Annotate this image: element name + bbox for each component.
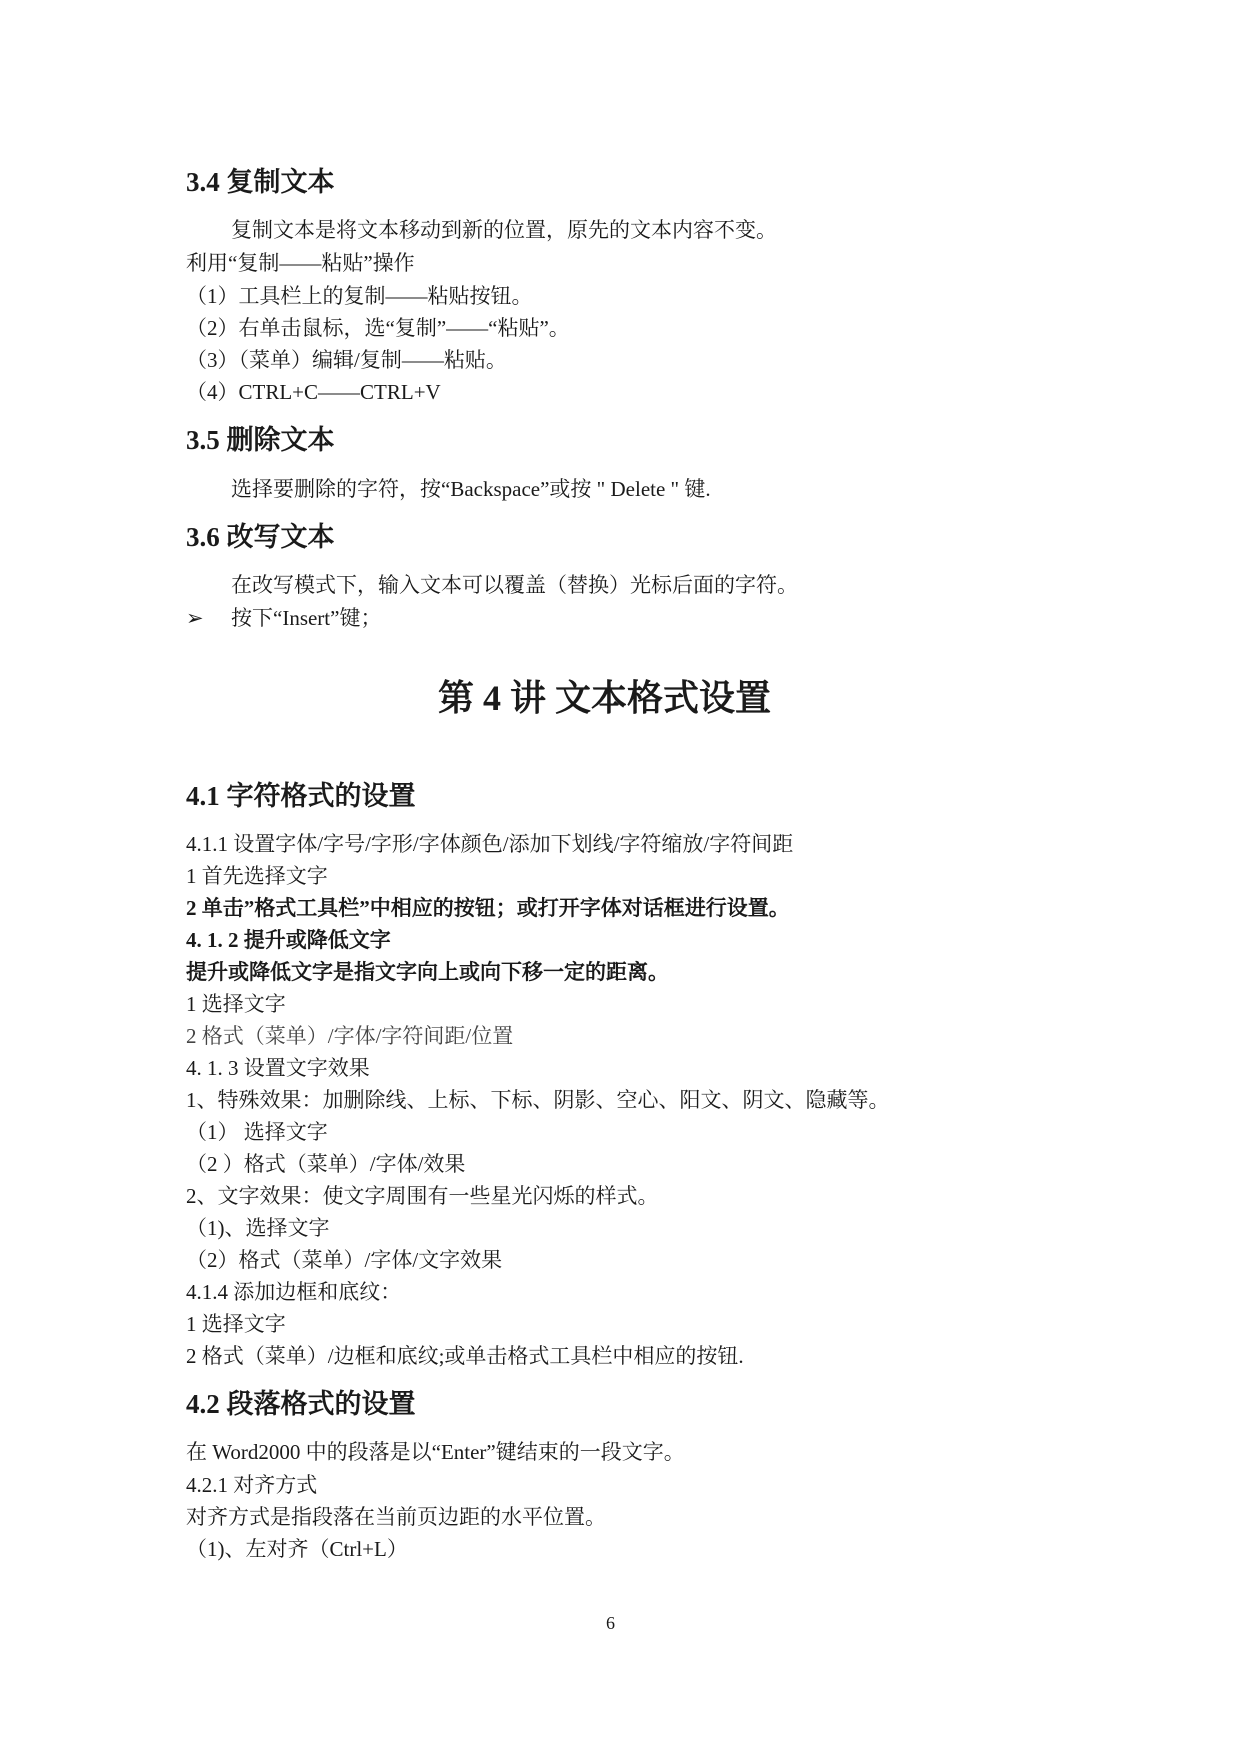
paragraph-line: 1 选择文字 [186,992,286,1016]
paragraph-line: 在 Word2000 中的段落是以“Enter”键结束的一段文字。 [186,1440,685,1464]
paragraph-line: 提升或降低文字是指文字向上或向下移一定的距离。 [186,960,669,984]
paragraph-line: 2、文字效果：使文字周围有一些星光闪烁的样式。 [186,1184,659,1208]
paragraph-line: 在改写模式下，输入文本可以覆盖（替换）光标后面的字符。 [231,573,798,597]
list-item: （3）（菜单）编辑/复制——粘贴。 [186,348,507,372]
paragraph-line: 复制文本是将文本移动到新的位置，原先的文本内容不变。 [231,218,777,242]
paragraph-line: 2 格式（菜单）/字体/字符间距/位置 [186,1024,514,1048]
bullet-marker-icon: ➢ [186,606,204,630]
paragraph-line: 1 首先选择文字 [186,864,328,888]
paragraph-line: 利用“复制——粘贴”操作 [186,251,415,275]
list-item: （1)、选择文字 [186,1216,330,1240]
paragraph-line: 选择要删除的字符，按“Backspace”或按 " Delete " 键. [231,477,711,501]
list-item: （1）工具栏上的复制——粘贴按钮。 [186,284,533,308]
section-heading-4-2: 4.2 段落格式的设置 [186,1389,416,1419]
section-heading-4-1: 4.1 字符格式的设置 [186,781,416,811]
subsection-heading: 4. 1. 2 提升或降低文字 [186,928,391,952]
paragraph-line: 2 单击”格式工具栏”中相应的按钮；或打开字体对话框进行设置。 [186,896,790,920]
subsection-heading: 4.1.4 添加边框和底纹： [186,1280,402,1304]
list-item: （2）右单击鼠标，选“复制”——“粘贴”。 [186,316,570,340]
subsection-heading: 4.1.1 设置字体/字号/字形/字体颜色/添加下划线/字符缩放/字符间距 [186,832,794,856]
subsection-heading: 4.2.1 对齐方式 [186,1473,318,1497]
paragraph-line: 对齐方式是指段落在当前页边距的水平位置。 [186,1505,606,1529]
list-item: （4）CTRL+C——CTRL+V [186,380,441,404]
section-heading-3-4: 3.4 复制文本 [186,167,335,197]
section-heading-3-5: 3.5 删除文本 [186,425,335,455]
subsection-heading: 4. 1. 3 设置文字效果 [186,1056,370,1080]
page-number: 6 [606,1613,615,1633]
bullet-item: 按下“Insert”键； [231,606,382,630]
paragraph-line: 1 选择文字 [186,1312,286,1336]
list-item: （2 ）格式（菜单）/字体/效果 [186,1152,466,1176]
paragraph-line: 2 格式（菜单）/边框和底纹;或单击格式工具栏中相应的按钮. [186,1344,744,1368]
list-item: （2）格式（菜单）/字体/文字效果 [186,1248,503,1272]
list-item: （1)、左对齐（Ctrl+L） [186,1537,408,1561]
section-heading-3-6: 3.6 改写文本 [186,522,335,552]
paragraph-line: 1、特殊效果：加删除线、上标、下标、阴影、空心、阳文、阴文、隐藏等。 [186,1088,890,1112]
chapter-title: 第 4 讲 文本格式设置 [438,678,772,718]
list-item: （1） 选择文字 [186,1120,328,1144]
